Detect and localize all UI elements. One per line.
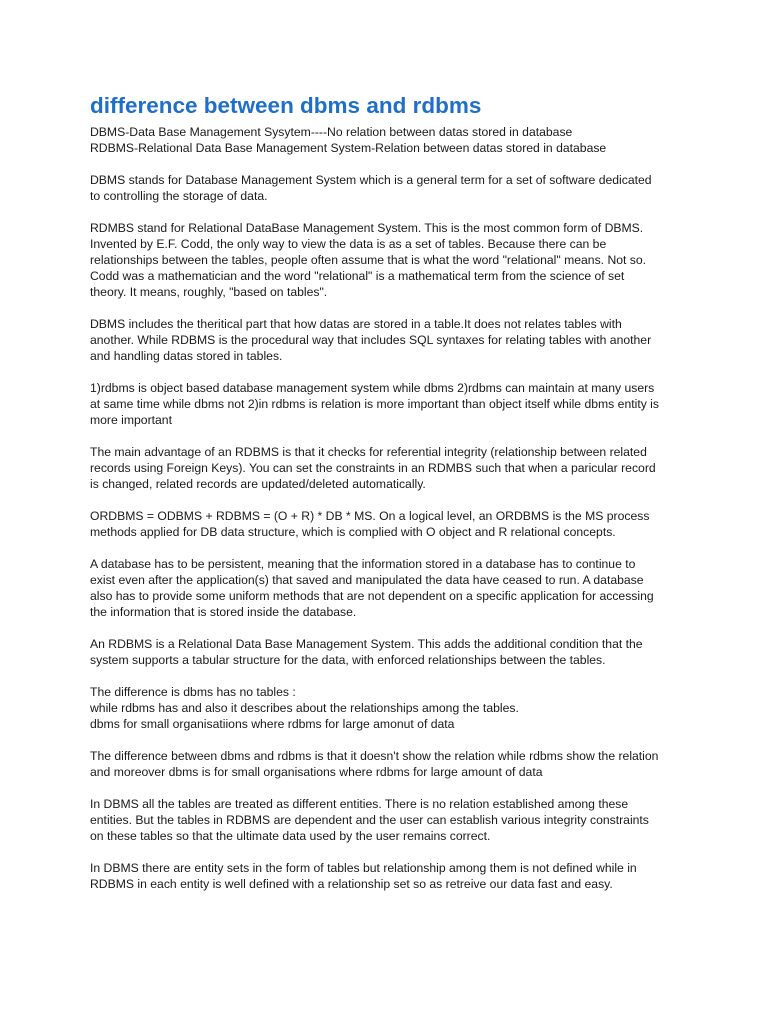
- paragraph: [90, 444, 690, 492]
- text-line: The main advantage of an RDBMS is that it checks for referential integrity (relationship between related: [90, 445, 647, 459]
- text-line: system supports a tabular structure for the data, with enforced relationships between the tables.: [90, 653, 606, 667]
- text-line: In DBMS all the tables are treated as different entities. There is no relation established among these: [90, 797, 629, 811]
- document-page: [90, 92, 690, 908]
- text-line: A database has to be persistent, meaning that the information stored in a database has to continue to: [90, 557, 636, 571]
- text-line: to controlling the storage of data.: [90, 189, 268, 203]
- text-line: methods applied for DB data structure, which is complied with O object and R relational concepts.: [90, 525, 616, 539]
- text-line: at same time while dbms not 2)in rdbms is relation is more important than object itself while dbms entity is: [90, 397, 659, 411]
- paragraph: [90, 220, 690, 300]
- text-line: The difference is dbms has no tables :: [90, 685, 296, 699]
- text-line: ORDBMS = ODBMS + RDBMS = (O + R) * DB * MS. On a logical level, an ORDBMS is the MS process: [90, 509, 650, 523]
- text-line: RDBMS-Relational Data Base Management System-Relation between datas stored in database: [90, 141, 607, 155]
- text-line: DBMS includes the theritical part that how datas are stored in a table.It does not relates tables with: [90, 317, 622, 331]
- text-line: entities. But the tables in RDBMS are dependent and the user can establish various integrity constraints: [90, 813, 649, 827]
- text-line: DBMS stands for Database Management System which is a general term for a set of software dedicated: [90, 173, 652, 187]
- paragraph: [90, 316, 690, 364]
- text-line: more important: [90, 413, 172, 427]
- paragraph: [90, 124, 690, 156]
- text-line: RDMBS stand for Relational DataBase Management System. This is the most common form of DBMS.: [90, 221, 644, 235]
- document-title: difference between dbms and rdbms: [90, 93, 482, 118]
- paragraph: [90, 172, 690, 204]
- text-line: In DBMS there are entity sets in the form of tables but relationship among them is not defined while in: [90, 861, 637, 875]
- text-line: 1)rdbms is object based database management system while dbms 2)rdbms can maintain at many users: [90, 381, 655, 395]
- paragraph: [90, 380, 690, 428]
- text-line: and moreover dbms is for small organisations where rdbms for large amount of data: [90, 765, 543, 779]
- paragraph: [90, 556, 690, 620]
- text-line: on these tables so that the ultimate data used by the user remains correct.: [90, 829, 491, 843]
- text-line: while rdbms has and also it describes about the relationships among the tables.: [90, 701, 519, 715]
- paragraph: [90, 508, 690, 540]
- text-line: RDBMS in each entity is well defined with a relationship set so as retreive our data fast and easy.: [90, 877, 613, 891]
- text-line: The difference between dbms and rdbms is that it doesn't show the relation while rdbms show the relation: [90, 749, 659, 763]
- text-line: Invented by E.F. Codd, the only way to view the data is as a set of tables. Because there can be: [90, 237, 607, 251]
- text-line: and handling datas stored in tables.: [90, 349, 283, 363]
- text-line: the information that is stored inside the database.: [90, 605, 357, 619]
- text-line: DBMS-Data Base Management Sysytem----No relation between datas stored in database: [90, 125, 573, 139]
- paragraph: [90, 748, 690, 780]
- text-line: dbms for small organisatiions where rdbms for large amonut of data: [90, 717, 455, 731]
- paragraph: [90, 860, 690, 892]
- paragraph: [90, 636, 690, 668]
- text-line: An RDBMS is a Relational Data Base Management System. This adds the additional condition that the: [90, 637, 643, 651]
- paragraph: [90, 796, 690, 844]
- text-line: records using Foreign Keys). You can set the constraints in an RDMBS such that when a paricular record: [90, 461, 656, 475]
- document-body: [90, 124, 690, 892]
- text-line: theory. It means, roughly, "based on tables".: [90, 285, 328, 299]
- text-line: relationships between the tables, people often assume that is what the word "relational" means. Not so.: [90, 253, 647, 267]
- text-line: exist even after the application(s) that saved and manipulated the data have ceased to run. A database: [90, 573, 644, 587]
- paragraph: [90, 684, 690, 732]
- text-line: is changed, related records are updated/deleted automatically.: [90, 477, 426, 491]
- text-line: Codd was a mathematician and the word "relational" is a mathematical term from the science of set: [90, 269, 625, 283]
- text-line: another. While RDBMS is the procedural way that includes SQL syntaxes for relating tables with another: [90, 333, 652, 347]
- text-line: also has to provide some uniform methods that are not dependent on a specific application for accessing: [90, 589, 654, 603]
